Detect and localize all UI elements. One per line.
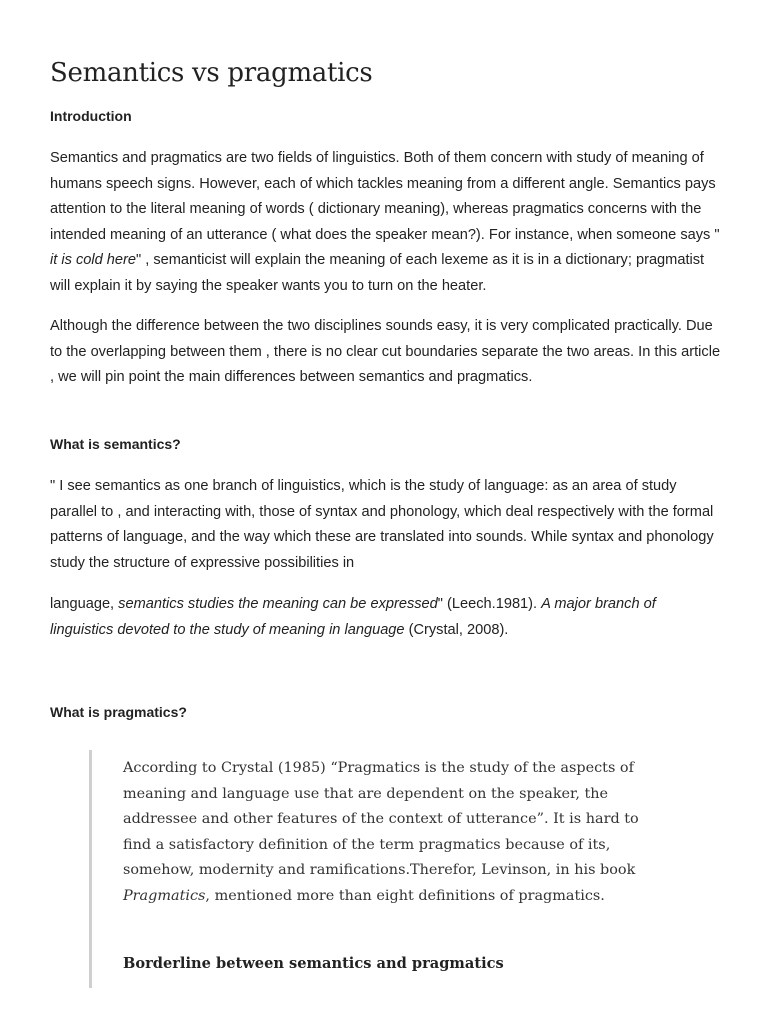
intro-paragraph-1: Semantics and pragmatics are two fields of linguistics. Both of them concern with study of meaning of humans speech signs. However, each of which tackles meaning from a different angle. Semantics pays attention to the literal meaning of words ( dictionary meaning), whereas pragmatics concerns with the intended meaning of an utterance ( what does the speaker mean?). For instance, when someone says " it is cold here" , semanticist will explain the meaning of each lexeme as it is in a dictionary; pragmatist will explain it by saying the speaker wants you to turn on the heater. bbox=[50, 150, 720, 294]
quote-paragraph: According to Crystal (1985) “Pragmatics is the study of the aspects of meaning and language use that are dependent on the speaker, the addressee and other features of the context of utterance”. It is hard to find a satisfactory definition of the term pragmatics because of its, somehow, modernity and ramifications.Therefor, Levinson, in his book Pragmatics, mentioned more than eight definitions of pragmatics. bbox=[123, 760, 639, 904]
introduction-heading: Introduction bbox=[50, 108, 132, 124]
pragmatics-blockquote bbox=[89, 750, 652, 988]
what-is-pragmatics-heading: What is pragmatics? bbox=[50, 704, 187, 720]
article-title: Semantics vs pragmatics bbox=[50, 58, 373, 88]
what-is-semantics-heading: What is semantics? bbox=[50, 436, 181, 452]
intro-paragraph-2: Although the difference between the two disciplines sounds easy, it is very complicated practically. Due to the overlapping between them , there is no clear cut boundaries separate the two areas. In this article , we will pin point the main differences between semantics and pragmatics. bbox=[50, 318, 721, 386]
semantics-paragraph-1: " I see semantics as one branch of linguistics, which is the study of language: as an area of study parallel to , and interacting with, those of syntax and phonology, which deal respectively with the formal patterns of language, and the way which these are translated into sounds. While syntax and phonology study the structure of expressive possibilities in bbox=[50, 478, 714, 571]
semantics-paragraph-2: language, semantics studies the meaning can be expressed" (Leech.1981). A major branch of linguistics devoted to the study of meaning in language (Crystal, 2008). bbox=[50, 596, 656, 638]
borderline-subheading: Borderline between semantics and pragmatics bbox=[123, 955, 504, 972]
